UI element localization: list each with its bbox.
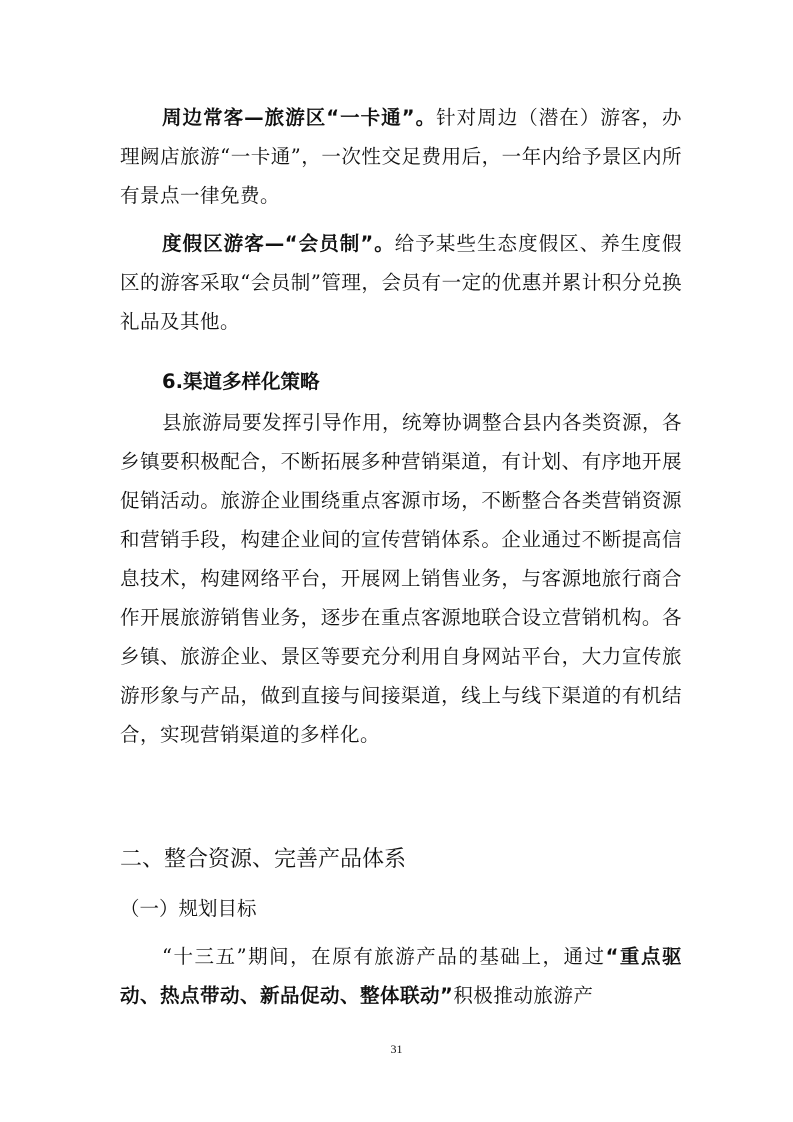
paragraph-text: 给予某些生态度假区、养生度假区的游客采取“会员制”管理，会员有一定的优惠并累计积分兑换礼品及其他。 xyxy=(120,232,682,333)
paragraph-one-card xyxy=(120,98,682,215)
subsection-heading: （一）规划目标 xyxy=(120,897,257,920)
paragraph-text: “十三五”期间，在原有旅游产品的基础上，通过 xyxy=(162,945,606,968)
paragraph-planning-goal xyxy=(120,937,682,1015)
heading-channel-strategy: 6.渠道多样化策略 xyxy=(162,370,320,393)
paragraph-text: 针对周边（潜在）游客，办理阙店旅游“一卡通”，一次性交足费用后，一年内给予景区内所有景点一律免费。 xyxy=(120,106,682,207)
paragraph-channel-strategy: 县旅游局要发挥引导作用，统筹协调整合县内各类资源，各乡镇要积极配合，不断拓展多种营销渠道，有计划、有序地开展促销活动。旅游企业围绕重点客源市场，不断整合各类营销资源和营销手段，构建企业间的宣传营销体系。企业通过不断提高信息技术，构建网络平台，开展网上销售业务，与客源地旅行商合作开展旅游销售业务，逐步在重点客源地联合设立营销机构。各乡镇、旅游企业、景区等要充分利用自身网站平台，大力宣传旅游形象与产品，做到直接与间接渠道，线上与线下渠道的有机结合，实现营销渠道的多样化。 xyxy=(120,411,683,746)
section-heading: 二、整合资源、完善产品体系 xyxy=(120,847,407,872)
paragraph-text: 积极推动旅游产 xyxy=(453,984,594,1007)
paragraph-membership xyxy=(120,224,682,341)
paragraph-lead: 周边常客—旅游区“一卡通”。 xyxy=(162,106,437,129)
paragraph-lead: 度假区游客—“会员制”。 xyxy=(162,232,395,255)
paragraph-emphasis: “重点驱动、热点带动、新品促动、整体联动” xyxy=(120,945,682,1007)
page-number: 31 xyxy=(390,1042,403,1056)
